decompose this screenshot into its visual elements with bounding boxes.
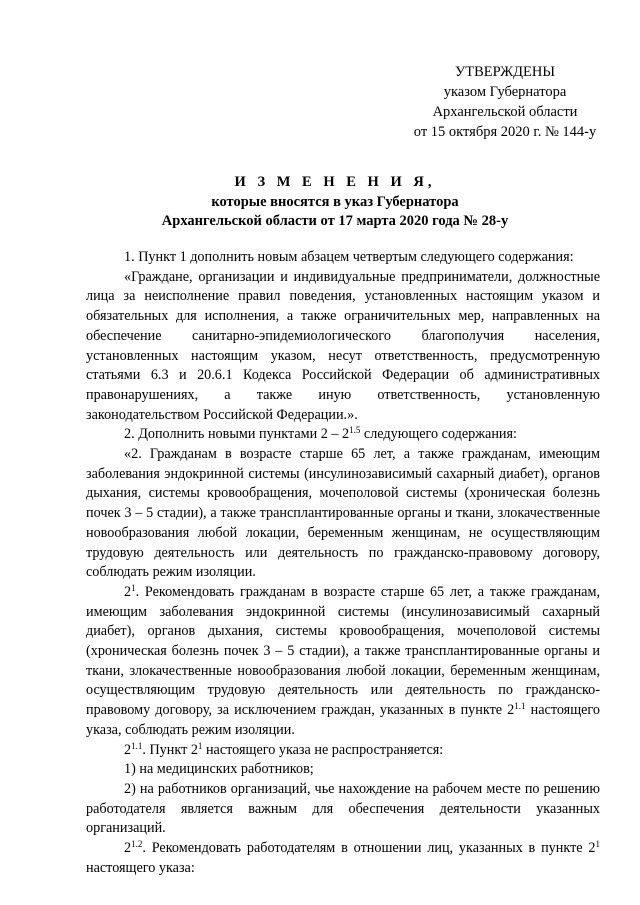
paragraph-item-1: 1. Пункт 1 дополнить новым абзацем четвертым следующего содержания: [124, 249, 574, 265]
heading-subtitle: Архангельской области от 17 марта 2020 года № 28-у [161, 213, 509, 229]
paragraph-point-2-1: $2^1$. Рекомендовать гражданам в возрасте старше 65 лет, а также гражданам, имеющим заболевания эндокринной системы (инсулинозависимый сахарный диабет), органов дыхания, системы кровообращения, мочеполовой системы (хроническая болезнь почек 3 – 5 стадии), а также трансплантированные органы и ткани, злокачественные новообразования любой локации, беременным женщинам, осуществляющим трудовую деятельность или деятельность по гражданско-правовому договору, за исключением граждан, указанных в пункте $2^{1.1}$ настоящего указа, соблюдать режим изоляции. [86, 582, 600, 738]
approval-title: УТВЕРЖДЕНЫ [454, 64, 556, 80]
approval-stamp [400, 62, 610, 142]
paragraph-item-1-quote: «Граждане, организации и индивидуальные предприниматели, должностные лица за неисполнение правил поведения, установленных настоящим указом и обязательных для исполнения, а также ограничительных мер, направленных на обеспечение санитарно-эпидемиологического благополучия населения, установленных настоящим указом, несут ответственность, предусмотренную статьями 6.3 и 20.6.1 Кодекса Российской Федерации об административных правонарушениях, а также иную ответственность, установленную законодательством Российской Федерации.». [86, 268, 600, 423]
paragraph-subitem-1: 1) на медицинских работников; [124, 761, 314, 778]
paragraph-item-2: 2. Дополнить новыми пунктами $2 - 2^{1.5}$ следующего содержания: [124, 425, 517, 443]
paragraph-point-2-1-1: $2^{1.1}$. Пункт $2^1$ настоящего указа не распространяется: [124, 740, 444, 758]
approval-date: от 15 октября 2020 г. № 144-у [413, 124, 597, 140]
heading-title: И З М Е Н Е Н И Я, [234, 174, 436, 190]
approval-line: указом Губернатора [443, 84, 567, 100]
heading-subtitle: которые вносятся в указ Губернатора [211, 193, 459, 210]
paragraph-point-2-1-2: $2^{1.2}$. Рекомендовать работодателям в отношении лиц, указанных в пункте $2^1$ настоящего указа: [86, 839, 600, 876]
paragraph-subitem-2: 2) на работников организаций, чье нахождение на рабочем месте по решению работодателя является важным для обеспечения деятельности указанных организаций. [86, 780, 600, 837]
paragraph-point-2: «2. Гражданам в возрасте старше 65 лет, а также гражданам, имеющим заболевания эндокринной системы (инсулинозависимый сахарный диабет), органов дыхания, системы кровообращения, мочеполовой системы (хроническая болезнь почек 3 – 5 стадии), а также трансплантированные органы и ткани, злокачественные новообразования любой локации, беременным женщинам, не осуществляющим трудовую деятельность или деятельность по гражданско-правовому договору, соблюдать режим изоляции. [86, 446, 600, 581]
document-heading [60, 173, 610, 232]
approval-line: Архангельской области [432, 104, 578, 120]
document-body [86, 248, 600, 879]
